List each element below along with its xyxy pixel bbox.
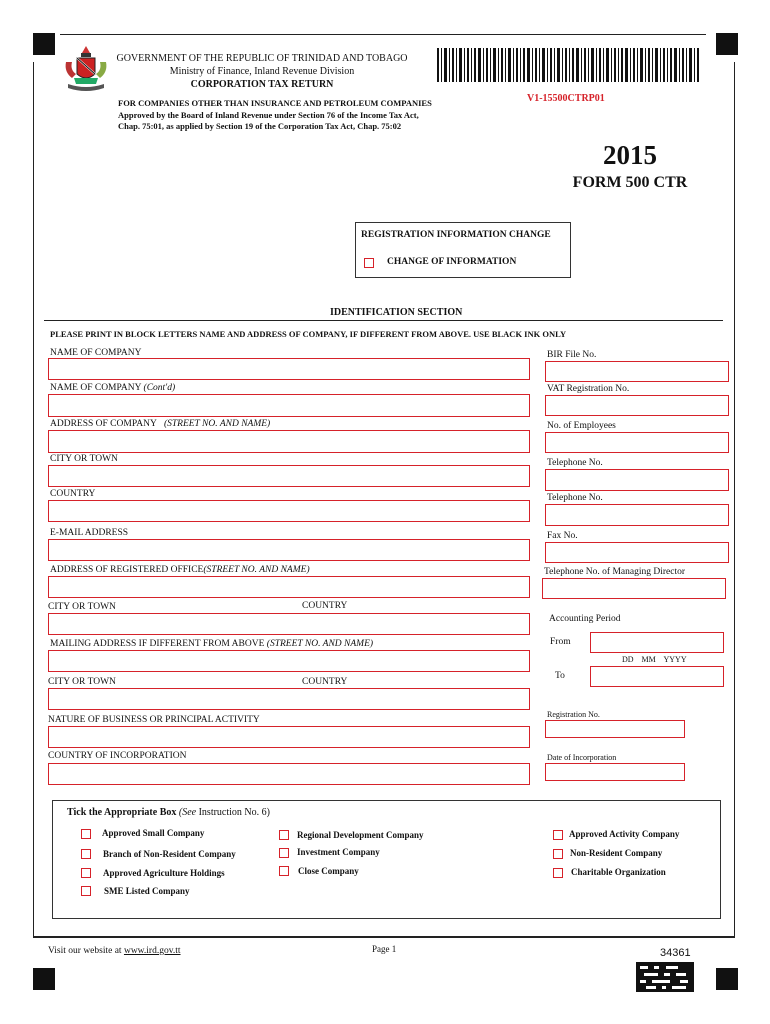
approved-small-company-checkbox[interactable]: [81, 829, 91, 839]
city-country-field-3[interactable]: [48, 688, 530, 710]
country-of-incorporation-field[interactable]: [48, 763, 530, 785]
country-label: COUNTRY: [50, 489, 96, 499]
website-link[interactable]: www.ird.gov.tt: [123, 946, 181, 956]
print-instruction: PLEASE PRINT IN BLOCK LETTERS NAME AND ADDRESS OF COMPANY, IF DIFFERENT FROM ABOVE. USE BLACK INK ONLY: [50, 329, 567, 339]
approval-line-2: Chap. 75:01, as applied by Section 19 of the Corporation Tax Act, Chap. 75:02: [118, 121, 402, 131]
return-title: CORPORATION TAX RETURN: [190, 79, 334, 90]
form-number: 34361: [660, 947, 691, 959]
frame-right-line: [734, 62, 735, 936]
telephone-label-2: Telephone No.: [547, 493, 603, 503]
website-note: Visit our website at www.ird.gov.tt: [48, 946, 181, 956]
nature-of-business-field[interactable]: [48, 726, 530, 748]
frame-bottom-line: [33, 936, 735, 938]
email-label: E-MAIL ADDRESS: [50, 528, 129, 538]
charitable-organization-checkbox[interactable]: [553, 868, 563, 878]
email-field[interactable]: [48, 539, 530, 561]
form-name: FORM 500 CTR: [572, 174, 688, 191]
nature-of-business-label: NATURE OF BUSINESS OR PRINCIPAL ACTIVITY: [48, 715, 260, 725]
approved-activity-label: Approved Activity Company: [569, 829, 680, 839]
bir-file-field[interactable]: [545, 361, 729, 382]
change-of-information-checkbox[interactable]: [364, 258, 374, 268]
for-companies-note: FOR COMPANIES OTHER THAN INSURANCE AND PETROLEUM COMPANIES: [118, 98, 432, 108]
city-label: CITY OR TOWN: [50, 454, 118, 464]
form-code: V1-15500CTRP01: [527, 93, 605, 104]
branch-non-resident-checkbox[interactable]: [81, 849, 91, 859]
vat-field[interactable]: [545, 395, 729, 416]
country-label-2: COUNTRY: [302, 601, 348, 611]
investment-company-checkbox[interactable]: [279, 848, 289, 858]
employees-field[interactable]: [545, 432, 729, 453]
frame-top-line: [60, 34, 706, 35]
ministry-title: Ministry of Finance, Inland Revenue Division: [169, 66, 355, 77]
mailing-address-label: MAILING ADDRESS IF DIFFERENT FROM ABOVE (STREET NO. AND NAME): [50, 639, 374, 649]
regional-development-label: Regional Development Company: [297, 830, 424, 840]
corner-marker-top-right: [716, 33, 738, 55]
bir-file-label: BIR File No.: [547, 350, 597, 360]
barcode-icon: [437, 48, 699, 82]
telephone-md-label: Telephone No. of Managing Director: [544, 567, 685, 577]
sme-listed-label: SME Listed Company: [104, 886, 190, 896]
form-year: 2015: [603, 140, 657, 170]
approved-agriculture-label: Approved Agriculture Holdings: [103, 868, 225, 878]
change-of-information-label: CHANGE OF INFORMATION: [387, 257, 517, 267]
period-from-field[interactable]: [590, 632, 724, 653]
non-resident-label: Non-Resident Company: [570, 848, 663, 858]
company-address-field[interactable]: [48, 430, 530, 453]
registration-change-title: REGISTRATION INFORMATION CHANGE: [361, 230, 551, 240]
company-name-contd-field[interactable]: [48, 394, 530, 417]
date-format-hint: DD MM YYYY: [622, 655, 687, 664]
company-name-field[interactable]: [48, 358, 530, 380]
telephone-label-1: Telephone No.: [547, 458, 603, 468]
date-of-incorporation-label: Date of Incorporation: [547, 753, 617, 762]
company-name-label: NAME OF COMPANY: [50, 348, 142, 358]
company-address-label: ADDRESS OF COMPANY (STREET NO. AND NAME): [50, 419, 271, 429]
tick-box-title: Tick the Appropriate Box (See Instruction No. 6): [67, 807, 270, 818]
coat-of-arms-icon: [60, 44, 112, 96]
telephone-field-1[interactable]: [545, 469, 729, 491]
telephone-field-2[interactable]: [545, 504, 729, 526]
close-company-checkbox[interactable]: [279, 866, 289, 876]
frame-left-line: [33, 62, 34, 936]
charitable-organization-label: Charitable Organization: [571, 867, 666, 877]
approval-line-1: Approved by the Board of Inland Revenue under Section 76 of the Income Tax Act,: [118, 110, 419, 120]
country-label-3: COUNTRY: [302, 677, 348, 687]
fax-label: Fax No.: [547, 531, 578, 541]
date-of-incorporation-field[interactable]: [545, 763, 685, 781]
city-label-2: CITY OR TOWN: [48, 602, 116, 612]
fax-field[interactable]: [545, 542, 729, 563]
telephone-md-field[interactable]: [542, 578, 726, 599]
to-label: To: [555, 671, 565, 681]
corner-marker-bottom-left: [33, 968, 55, 990]
page-number: Page 1: [372, 944, 397, 954]
identification-section-title: IDENTIFICATION SECTION: [330, 307, 463, 318]
registered-office-label: ADDRESS OF REGISTERED OFFICE(STREET NO. AND NAME): [50, 565, 310, 575]
approved-small-company-label: Approved Small Company: [102, 828, 205, 838]
country-of-incorporation-label: COUNTRY OF INCORPORATION: [48, 751, 187, 761]
sme-listed-checkbox[interactable]: [81, 886, 91, 896]
approved-agriculture-checkbox[interactable]: [81, 868, 91, 878]
from-label: From: [550, 637, 571, 647]
branch-non-resident-label: Branch of Non-Resident Company: [103, 849, 236, 859]
close-company-label: Close Company: [298, 866, 359, 876]
country-field[interactable]: [48, 500, 530, 522]
identification-divider: [44, 320, 723, 321]
approved-activity-checkbox[interactable]: [553, 830, 563, 840]
period-to-field[interactable]: [590, 666, 724, 687]
corner-marker-top-left: [33, 33, 55, 55]
investment-company-label: Investment Company: [297, 847, 380, 857]
employees-label: No. of Employees: [547, 421, 616, 431]
city-field[interactable]: [48, 465, 530, 487]
regional-development-checkbox[interactable]: [279, 830, 289, 840]
accounting-period-label: Accounting Period: [549, 614, 621, 624]
city-label-3: CITY OR TOWN: [48, 677, 116, 687]
registered-office-field[interactable]: [48, 576, 530, 598]
city-country-field-2[interactable]: [48, 613, 530, 635]
non-resident-checkbox[interactable]: [553, 849, 563, 859]
government-title: GOVERNMENT OF THE REPUBLIC OF TRINIDAD AND TOBAGO: [116, 53, 408, 64]
mailing-address-field[interactable]: [48, 650, 530, 672]
vat-label: VAT Registration No.: [547, 384, 630, 394]
registration-no-field[interactable]: [545, 720, 685, 738]
corner-marker-bottom-right: [716, 968, 738, 990]
2d-barcode-icon: [636, 962, 694, 992]
registration-no-label: Registration No.: [547, 710, 600, 719]
company-name-contd-label: NAME OF COMPANY (Cont'd): [50, 383, 176, 393]
